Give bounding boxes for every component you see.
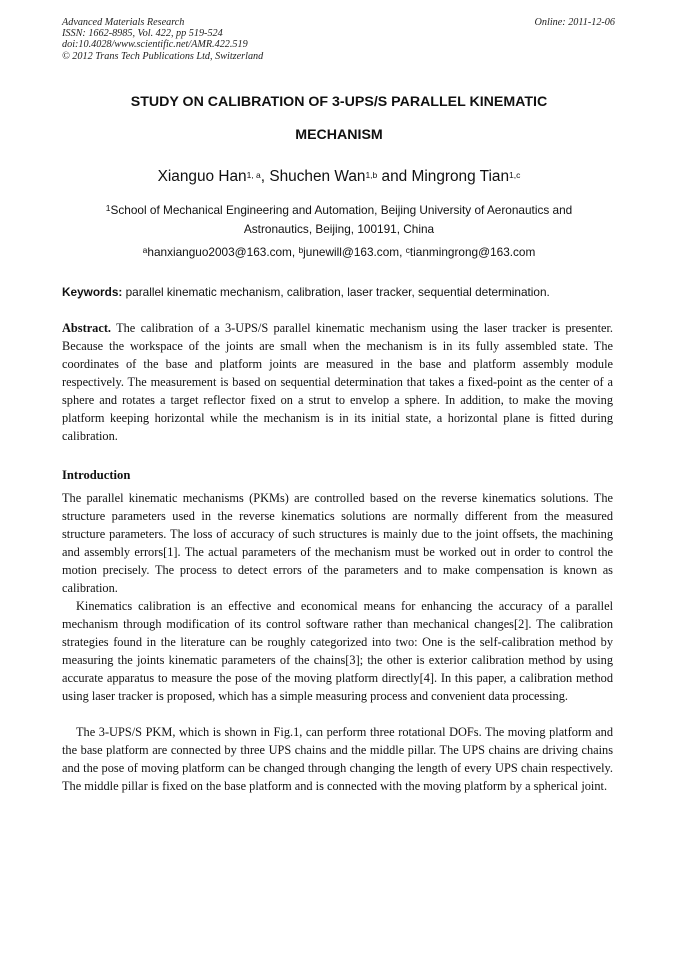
title-line-2: MECHANISM — [295, 127, 383, 143]
issn-line: ISSN: 1662-8985, Vol. 422, pp 519-524 — [62, 28, 223, 40]
email-superscript: b — [298, 244, 304, 255]
author-superscript: 1,c — [509, 169, 521, 180]
author-emails — [62, 243, 616, 261]
affiliation-text: School of Mechanical Engineering and Automation, Beijing University of Aeronautics and Astronautics, Beijing, 100191, China — [110, 203, 573, 236]
keywords-label: Keywords: — [62, 285, 123, 299]
abstract-label: Abstract. — [62, 321, 112, 335]
author-superscript: 1, a — [246, 169, 261, 180]
author-separator: , — [260, 168, 270, 185]
author-list — [62, 167, 616, 187]
author-name: Shuchen Wan — [269, 168, 366, 185]
email-superscript: c — [405, 244, 410, 255]
email-address: tianmingrong@163.com — [409, 245, 536, 259]
author-name: Xianguo Han — [157, 168, 247, 185]
email-address: hanxianguo2003@163.com, — [147, 245, 299, 259]
abstract — [62, 319, 613, 445]
keywords — [62, 283, 622, 301]
email-superscript: a — [142, 244, 148, 255]
author-superscript: 1,b — [365, 169, 378, 180]
section-heading: Introduction — [62, 468, 131, 482]
email-address: junewill@163.com, — [303, 245, 406, 259]
body-paragraph: The 3-UPS/S PKM, which is shown in Fig.1, can perform three rotational DOFs. The moving platform and the base platform are connected by three UPS chains and the middle pillar. The UPS chains are driving chains and the pose of moving platform can be changed through changing the length of every UPS chain respectively. The middle pillar is fixed on the base platform and is connected with the moving platform by a spherical joint. — [62, 725, 613, 794]
body-paragraph: Kinematics calibration is an effective and economical means for enhancing the accuracy of a parallel mechanism through modification of its control software rather than mechanical changes[2]. The calibration strategies found in the literature can be roughly categorized into two: One is the self-calibration method by measuring the joints kinematic parameters of the chains[3]; the other is exterior calibration method by using accurate apparatus to measure the pose of the moving platform directly[4]. In this paper, a calibration method using laser tracker is proposed, which has a simple measuring process and convenient data processing. — [62, 599, 613, 704]
online-date: Online: 2011-12-06 — [534, 17, 615, 28]
doi-line: doi:10.4028/www.scientific.net/AMR.422.519 — [62, 39, 248, 51]
affiliation — [72, 201, 606, 239]
author-separator: and — [377, 168, 412, 185]
keywords-text: parallel kinematic mechanism, calibration, laser tracker, sequential determination. — [122, 285, 550, 299]
abstract-text: The calibration of a 3-UPS/S parallel kinematic mechanism using the laser tracker is presenter. Because the workspace of the joints are small when the mechanism is in its fully assembled state. The coordinates of the base and platform joints are measured in the base and platform assembly module respectively. The measurement is based on sequential determination that takes a fixed-point as the center of a sphere and rotates a target reflector fixed on a strut to envelop a sphere. In addition, to make the moving platform keeping horizontal while the mechanism is in its initial state, a horizontal plane is fitted during calibration. — [62, 321, 613, 444]
journal-header — [62, 17, 263, 62]
journal-name: Advanced Materials Research — [62, 17, 185, 28]
body-paragraph: The parallel kinematic mechanisms (PKMs) are controlled based on the reverse kinematics solutions. The structure parameters used in the reverse kinematics solutions are normally different from the measured structure parameters. The loss of accuracy of such structures is mainly due to the joint offsets, the machining and assembly errors[1]. The actual parameters of the mechanism must be worked out in order to control the motion precisely. The process to detect errors of the parameters and to make compensation is known as calibration. — [62, 491, 613, 596]
title-line-1: STUDY ON CALIBRATION OF 3-UPS/S PARALLEL KINEMATIC — [130, 94, 548, 110]
affiliation-superscript: 1 — [105, 202, 111, 213]
paper-title — [62, 86, 616, 152]
copyright-line: © 2012 Trans Tech Publications Ltd, Switzerland — [62, 50, 264, 62]
author-name: Mingrong Tian — [411, 168, 510, 185]
